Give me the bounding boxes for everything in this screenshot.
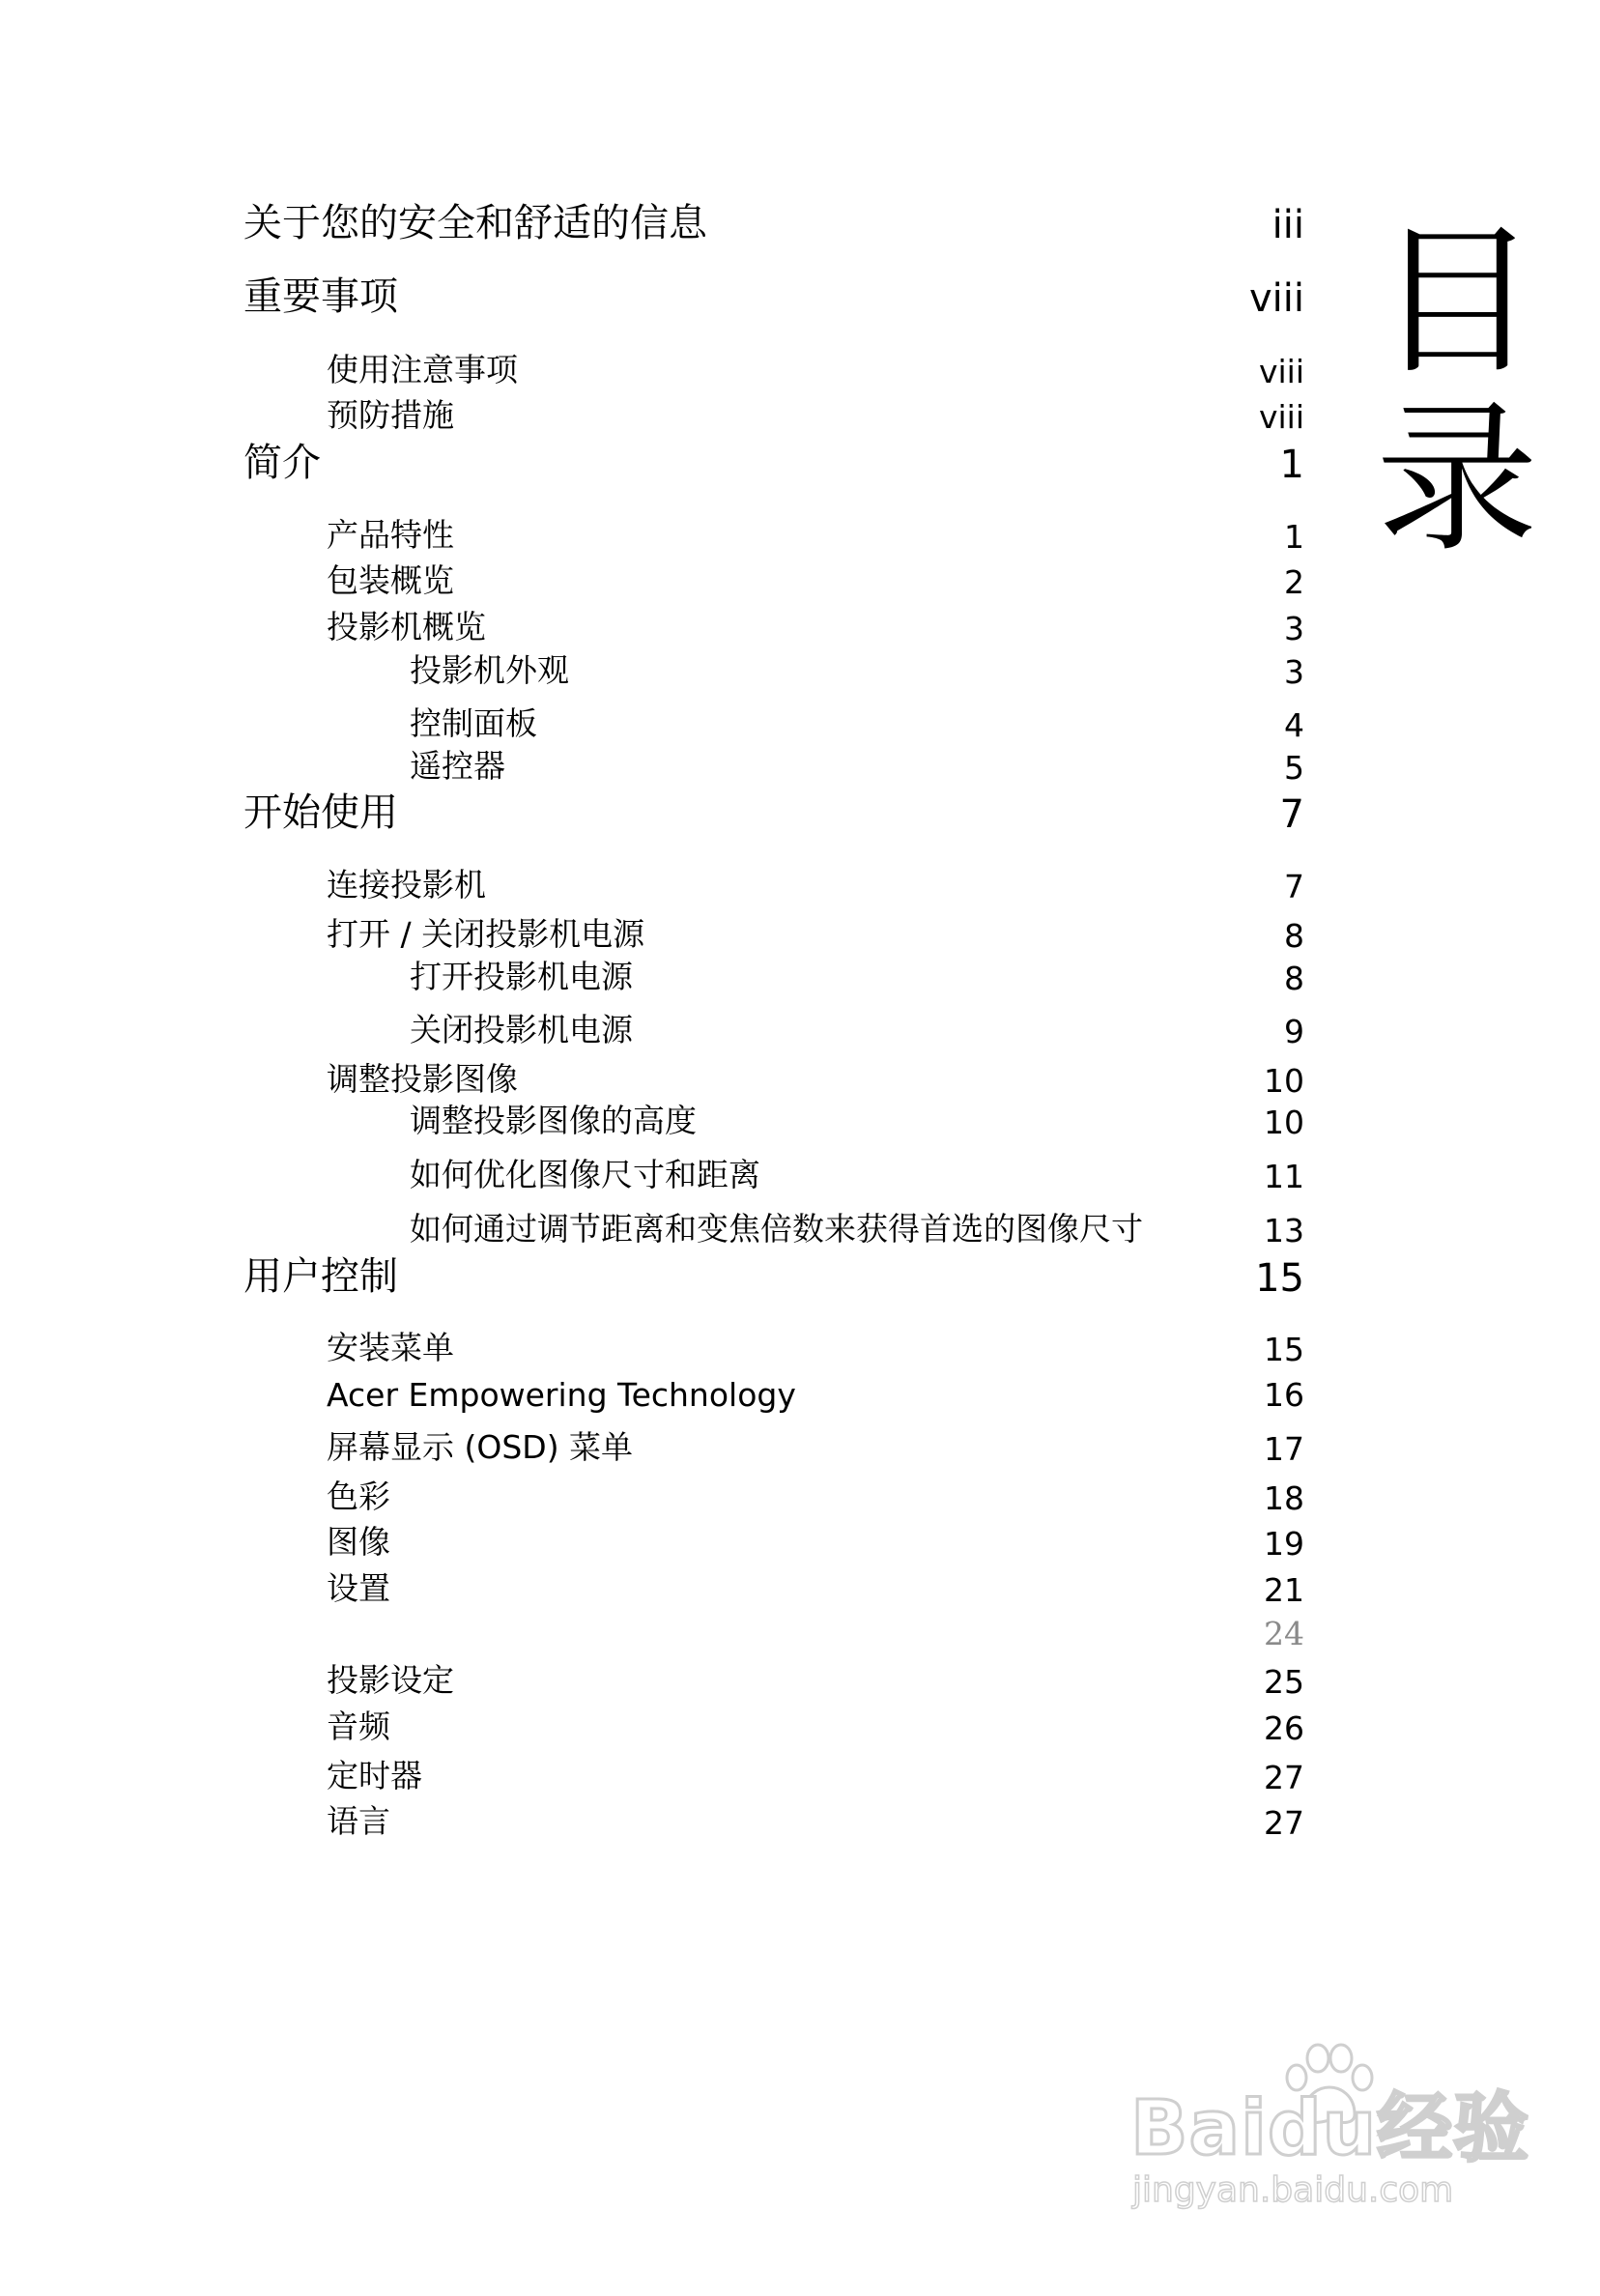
toc-entry-label: 图像 xyxy=(327,1523,390,1561)
toc-entry-page: 18 xyxy=(1264,1479,1304,1517)
watermark-url: jingyan.baidu.com xyxy=(1132,2170,1454,2210)
toc-entry-label: 使用注意事项 xyxy=(327,351,518,388)
toc-entry-page: 7 xyxy=(1284,868,1304,905)
toc-entry[interactable] xyxy=(0,1083,1600,1141)
toc-entry[interactable] xyxy=(0,1137,1600,1195)
toc-entry-label: 开始使用 xyxy=(243,790,398,835)
toc-entry-page: 11 xyxy=(1264,1158,1304,1195)
toc-entry-page: 16 xyxy=(1264,1376,1304,1414)
toc-entry-page: 27 xyxy=(1264,1759,1304,1796)
toc-entry-label: 屏幕显示 (OSD) 菜单 xyxy=(327,1428,634,1466)
baidu-watermark xyxy=(1130,2039,1530,2223)
toc-entry[interactable] xyxy=(0,729,1600,787)
toc-entry-page: 25 xyxy=(1264,1663,1304,1701)
toc-entry-label: 投影机外观 xyxy=(410,651,569,689)
toc-entry-page: 8 xyxy=(1284,960,1304,997)
watermark-logo: Baidu经验 xyxy=(1130,2085,1530,2172)
toc-entry-label: 预防措施 xyxy=(327,396,454,434)
toc-entry-label: 产品特性 xyxy=(327,516,454,554)
toc-entry-page: 8 xyxy=(1284,917,1304,955)
toc-entry-page: viii xyxy=(1258,398,1304,436)
toc-entry-label: Acer Empowering Technology xyxy=(327,1376,796,1414)
toc-entry-label: 打开 / 关闭投影机电源 xyxy=(327,915,645,953)
toc-entry-label: 打开投影机电源 xyxy=(410,958,633,995)
toc-entry-page: 7 xyxy=(1279,792,1304,837)
toc-entry[interactable] xyxy=(0,1243,1600,1301)
toc-entry-page: 4 xyxy=(1284,706,1304,744)
toc-entry-label: 投影设定 xyxy=(327,1661,454,1699)
toc-entry[interactable] xyxy=(0,189,1600,247)
toc-entry-page: viii xyxy=(1258,353,1304,390)
toc-entry[interactable] xyxy=(0,633,1600,691)
toc-entry-label: 定时器 xyxy=(327,1757,422,1794)
toc-entry-page: 2 xyxy=(1284,563,1304,601)
toc-entry-page: 15 xyxy=(1255,1256,1304,1301)
toc-entry-label: 如何通过调节距离和变焦倍数来获得首选的图像尺寸 xyxy=(410,1210,1143,1248)
toc-entry-page: 26 xyxy=(1264,1709,1304,1747)
toc-entry-page: 1 xyxy=(1284,518,1304,556)
toc-entry-label: 投影机概览 xyxy=(327,608,486,646)
toc-entry[interactable] xyxy=(0,263,1600,321)
toc-entry-page: 17 xyxy=(1264,1430,1304,1468)
toc-entry-label: 调整投影图像的高度 xyxy=(410,1102,697,1139)
toc-entry[interactable] xyxy=(0,378,1600,436)
page-title-char: 录 xyxy=(1376,385,1538,574)
toc-entry[interactable] xyxy=(0,429,1600,487)
toc-entry-label: 调整投影图像 xyxy=(327,1060,518,1098)
toc-entry-label: 简介 xyxy=(243,441,321,485)
toc-entry[interactable] xyxy=(0,1191,1600,1249)
page-title xyxy=(1370,207,1544,574)
toc-entry-page: 13 xyxy=(1264,1212,1304,1249)
toc-entry-label: 连接投影机 xyxy=(327,866,486,904)
toc-entry[interactable] xyxy=(0,1356,1600,1414)
toc-entry-label: 音频 xyxy=(327,1708,390,1745)
page-title-char: 目 xyxy=(1376,207,1538,396)
toc-entry[interactable] xyxy=(0,939,1600,997)
toc-entry-page: 1 xyxy=(1279,443,1304,487)
toc-entry-page: 5 xyxy=(1284,749,1304,787)
toc-entry-label: 控制面板 xyxy=(410,704,537,742)
toc-entry-label: 语言 xyxy=(327,1802,390,1840)
toc-entry-page: 21 xyxy=(1264,1571,1304,1609)
toc-entry-page: 15 xyxy=(1264,1331,1304,1368)
toc-entry-label: 用户控制 xyxy=(243,1254,398,1299)
toc-entry[interactable] xyxy=(0,1784,1600,1842)
toc-entry-label: 重要事项 xyxy=(243,274,398,319)
toc-entry-page: viii xyxy=(1248,276,1304,321)
toc-entry-label: 安装菜单 xyxy=(327,1329,454,1366)
toc-entry-page: 24 xyxy=(1264,1615,1304,1652)
toc-entry-page: 3 xyxy=(1284,653,1304,691)
toc-entry-page: 3 xyxy=(1284,610,1304,647)
toc-entry-label: 包装概览 xyxy=(327,561,454,599)
toc-entry-page: 19 xyxy=(1264,1525,1304,1563)
toc-entry-label: 遥控器 xyxy=(410,747,505,785)
toc-entry-label: 设置 xyxy=(327,1569,390,1607)
toc-entry-label: 如何优化图像尺寸和距离 xyxy=(410,1156,760,1193)
toc-entry-label: 关于您的安全和舒适的信息 xyxy=(243,201,707,245)
toc-entry-page: 10 xyxy=(1264,1062,1304,1100)
toc-entry-label: 色彩 xyxy=(327,1478,390,1515)
toc-entry-page: iii xyxy=(1271,203,1304,247)
toc-entry-page: 9 xyxy=(1284,1013,1304,1050)
toc-entry-page: 10 xyxy=(1264,1104,1304,1141)
toc-entry-page: 27 xyxy=(1264,1804,1304,1842)
toc-entry[interactable] xyxy=(0,779,1600,837)
toc-entry-label: 关闭投影机电源 xyxy=(410,1011,633,1048)
